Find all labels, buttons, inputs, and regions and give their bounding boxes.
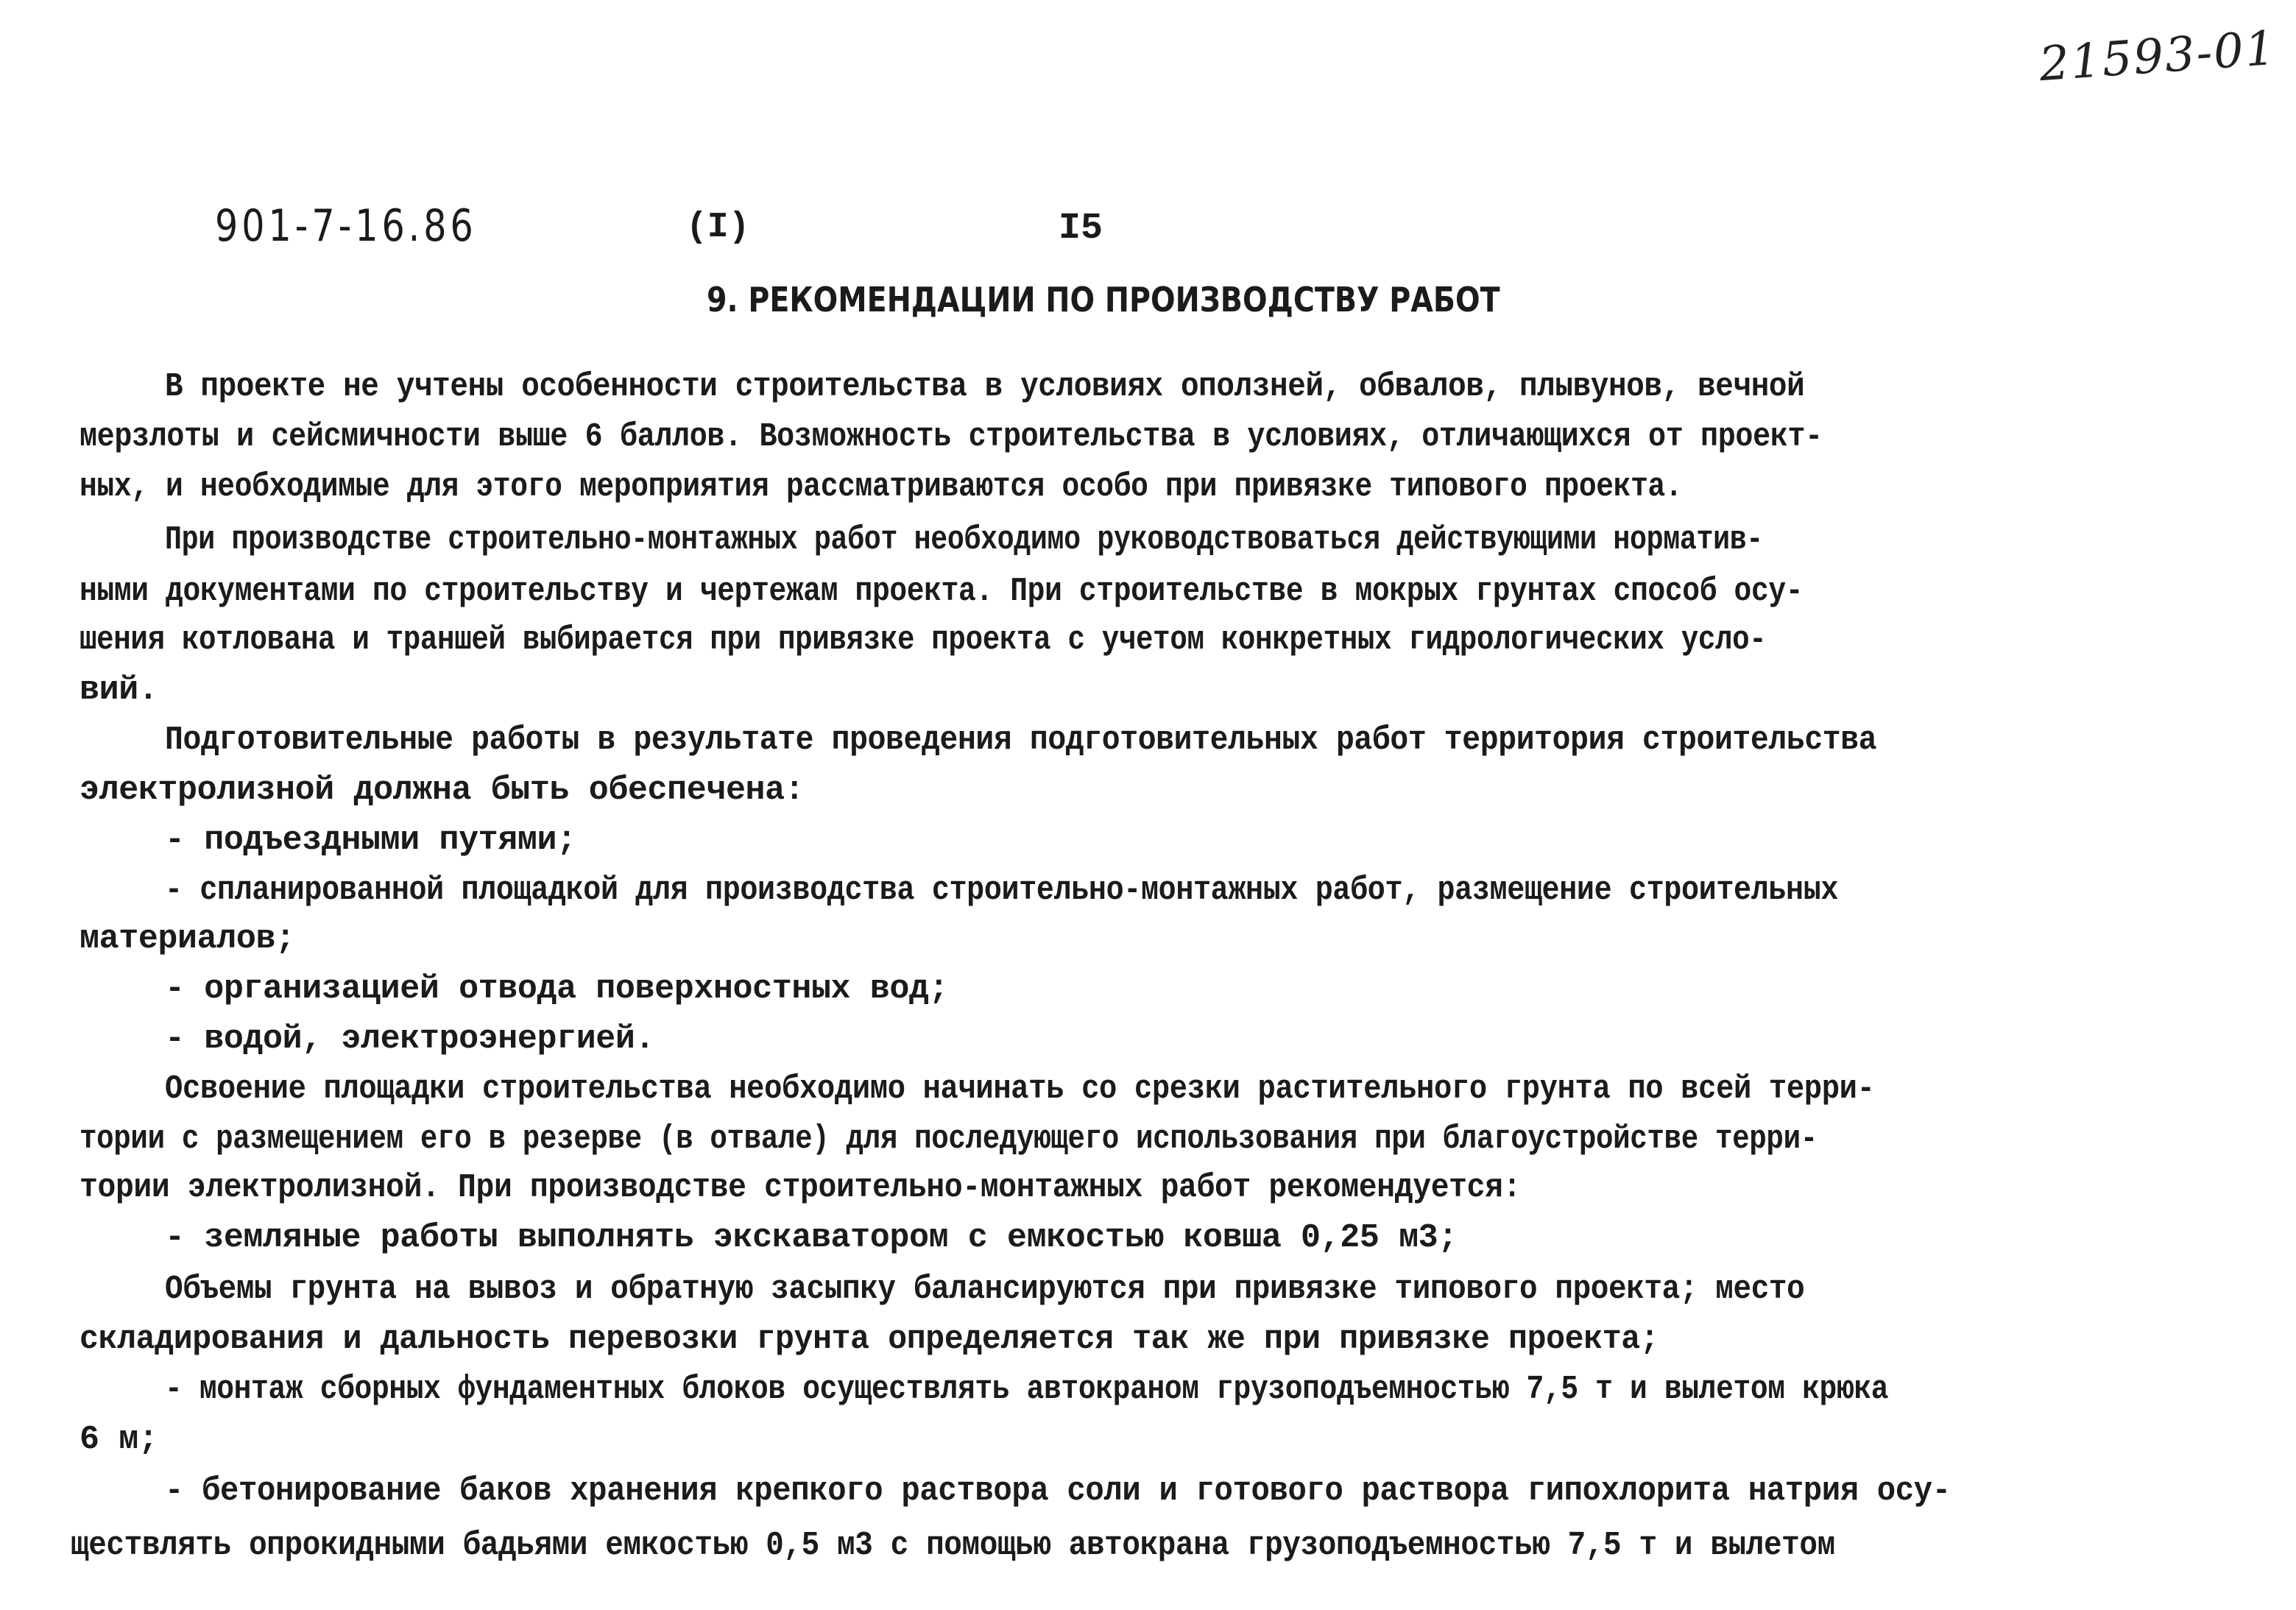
body-line: тории с размещением его в резерве (в отвале) для последующего использования при благоустройстве терри- [80,1120,1818,1158]
body-line: - бетонирование баков хранения крепкого раствора соли и готового раствора гипохлорита натрия осу- [165,1472,1951,1510]
body-line: - водой, электроэнергией. [165,1020,655,1058]
body-line: шения котлована и траншей выбирается при привязке проекта с учетом конкретных гидрологических усло- [80,621,1767,659]
body-line: ществлять опрокидными бадьями емкостью 0,5 м3 с помощью автокрана грузоподъемностью 7,5 т и вылетом [71,1527,1835,1564]
body-line: 6 м; [80,1421,158,1458]
body-line: Освоение площадки строительства необходимо начинать со срезки растительного грунта по всей терри- [165,1070,1875,1108]
handwritten-archive-number: 21593-01 [2037,21,2278,93]
body-line: Объемы грунта на вывоз и обратную засыпку балансируются при привязке типового проекта; место [165,1271,1805,1308]
body-line: ными документами по строительству и чертежам проекта. При строительстве в мокрых грунтах способ осу- [80,573,1804,610]
body-line: ных, и необходимые для этого мероприятия рассматриваются особо при привязке типового проекта. [80,468,1683,506]
body-line: В проекте не учтены особенности строительства в условиях оползней, обвалов, плывунов, вечной [165,368,1805,406]
body-line: материалов; [80,920,295,958]
body-line: При производстве строительно-монтажных работ необходимо руководствоваться действующими норматив- [165,521,1763,559]
body-line: - организацией отвода поверхностных вод; [165,970,949,1008]
document-code: 901-7-16.86 [215,200,477,252]
body-line: мерзлоты и сейсмичности выше 6 баллов. Возможность строительства в условиях, отличающихся от проект- [80,418,1823,456]
body-line: складирования и дальность перевозки грунта определяется так же при привязке проекта; [80,1321,1659,1358]
page-number: I5 [1059,208,1103,250]
section-heading: 9. РЕКОМЕНДАЦИИ ПО ПРОИЗВОДСТВУ РАБОТ [707,280,1500,319]
body-line: Подготовительные работы в результате проведения подготовительных работ территория строительства [165,721,1877,759]
body-line: тории электролизной. При производстве строительно-монтажных работ рекомендуется: [80,1169,1522,1207]
body-line: электролизной должна быть обеспечена: [80,772,805,809]
body-line: - земляные работы выполнять экскаватором с емкостью ковша 0,25 м3; [165,1219,1458,1257]
body-line: - спланированной площадкой для производства строительно-монтажных работ, размещение строительных [165,872,1839,909]
body-line: вий. [80,671,158,709]
body-line: - монтаж сборных фундаментных блоков осуществлять автокраном грузоподъемностью 7,5 т и вылетом крюка [165,1371,1889,1408]
body-line: - подъездными путями; [165,822,576,859]
document-part: (I) [686,208,750,247]
